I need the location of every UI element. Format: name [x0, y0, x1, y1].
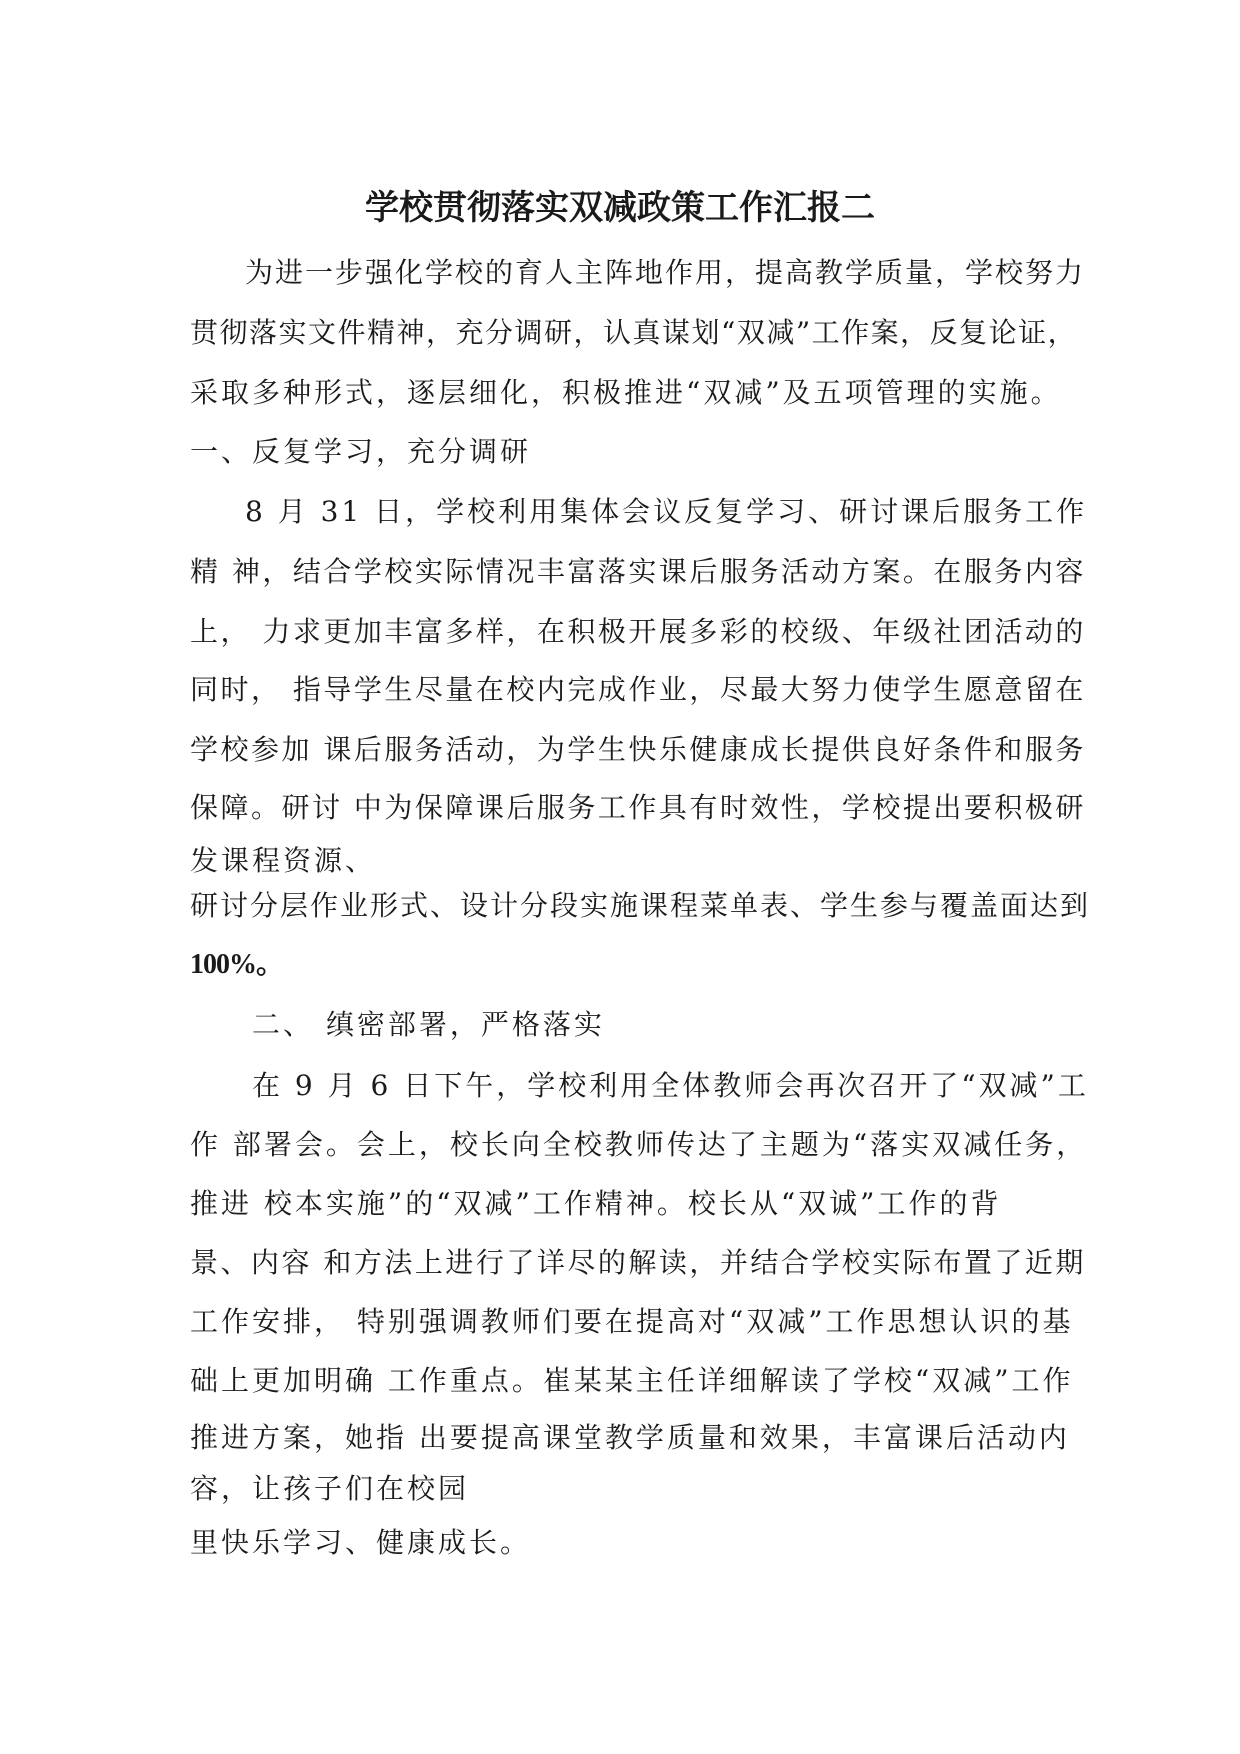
document-title: 学校贯彻落实双减政策工作汇报二 — [365, 188, 875, 228]
paragraph-line: 在 9 月 6 日下午，学校利用全体教师会再次召开了“双减”工 — [252, 1069, 1089, 1102]
paragraph-line: 作 部署会。会上，校长向全校教师传达了主题为“落实双减任务， — [190, 1128, 1088, 1161]
paragraph-line: 工作安排， 特别强调教师们要在提高对“双减”工作思想认识的基 — [190, 1305, 1074, 1338]
section-heading: 二、 缜密部署，严格落实 — [252, 1008, 605, 1041]
paragraph-line: 研讨分层作业形式、设计分段实施课程菜单表、学生参与覆盖面达到 — [190, 889, 1091, 922]
section-heading: 一、反复学习，充分调研 — [190, 435, 532, 468]
paragraph-line: 景、内容 和方法上进行了详尽的解读，并结合学校实际布置了近期 — [190, 1246, 1086, 1279]
paragraph-line: 贯彻落实文件精神，充分调研，认真谋划“双减”工作案，反复论证， — [190, 316, 1078, 349]
paragraph-line: 上， 力求更加丰富多样，在积极开展多彩的校级、年级社团活动的 — [190, 615, 1086, 648]
paragraph-line: 容，让孩子们在校园 — [190, 1472, 470, 1505]
paragraph-line: 础上更加明确 工作重点。崔某某主任详细解读了学校“双减”工作 — [190, 1364, 1074, 1397]
paragraph-line: 精 神，结合学校实际情况丰富落实课后服务活动方案。在服务内容 — [190, 555, 1086, 588]
paragraph-line: 推进方案，她指 出要提高课堂教学质量和效果，丰富课后活动内 — [190, 1421, 1070, 1454]
paragraph-line: 8 月 31 日，学校利用集体会议反复学习、研讨课后服务工作 — [245, 495, 1088, 528]
paragraph-line: 学校参加 课后服务活动，为学生快乐健康成长提供良好条件和服务 — [190, 733, 1086, 766]
paragraph-line: 推进 校本实施”的“双减”工作精神。校长从“双诚”工作的背 — [190, 1187, 1002, 1220]
paragraph-line: 采取多种形式，逐层细化，积极推进“双减”及五项管理的实施。 — [190, 376, 1062, 409]
paragraph-line: 里快乐学习、健康成长。 — [190, 1526, 532, 1559]
paragraph-line: 同时， 指导学生尽量在校内完成作业，尽最大努力使学生愿意留在 — [190, 673, 1086, 706]
paragraph-line: 发课程资源、 — [190, 844, 377, 877]
paragraph-line: 为进一步强化学校的育人主阵地作用，提高教学质量，学校努力 — [245, 256, 1086, 289]
percentage-text: 100%。 — [190, 949, 284, 980]
paragraph-line: 保障。研讨 中为保障课后服务工作具有时效性，学校提出要积极研 — [190, 791, 1086, 824]
